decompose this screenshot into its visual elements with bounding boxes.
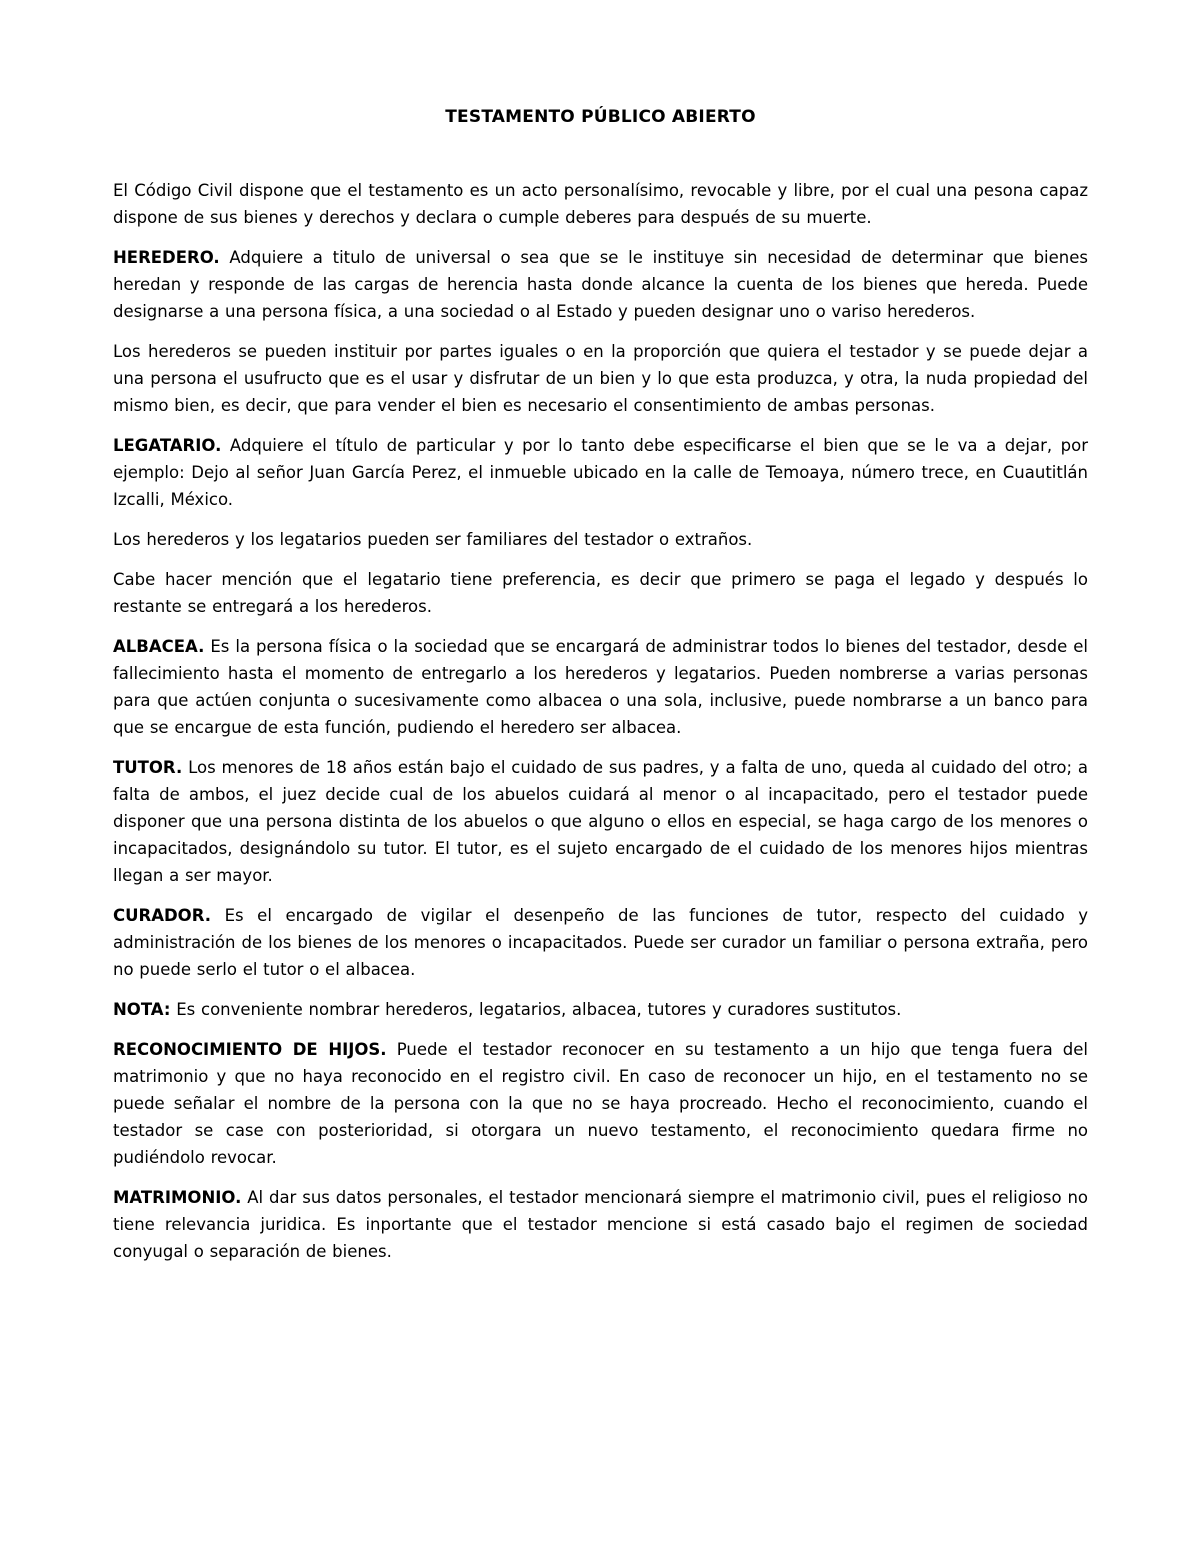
paragraph xyxy=(113,526,1088,553)
document-body xyxy=(113,177,1088,1265)
paragraph-label: ALBACEA. xyxy=(113,637,205,656)
paragraph xyxy=(113,244,1088,325)
paragraph xyxy=(113,902,1088,983)
paragraph xyxy=(113,177,1088,231)
paragraph-text: Es el encargado de vigilar el desenpeño de las funciones de tutor, respecto del cuidado y administración de los bienes de los menores o incapacitados. Puede ser curador un familiar o persona extraña, pero no puede serlo el tutor o el albacea. xyxy=(113,906,1088,979)
paragraph-text: Es la persona física o la sociedad que se encargará de administrar todos lo bienes del testador, desde el fallecimiento hasta el momento de entregarlo a los herederos y legatarios. Pueden nombrerse a varias personas para que actúen conjunta o sucesivamente como albacea o una sola, inclusive, puede nombrarse a un banco para que se encargue de esta función, pudiendo el heredero ser albacea. xyxy=(113,637,1088,737)
paragraph xyxy=(113,633,1088,741)
paragraph xyxy=(113,566,1088,620)
paragraph-text: Los herederos y los legatarios pueden ser familiares del testador o extraños. xyxy=(113,530,753,549)
page-title: TESTAMENTO PÚBLICO ABIERTO xyxy=(445,107,756,127)
paragraph-label: TUTOR. xyxy=(113,758,183,777)
paragraph-label: CURADOR. xyxy=(113,906,211,925)
paragraph xyxy=(113,1036,1088,1171)
paragraph-text: Cabe hacer mención que el legatario tiene preferencia, es decir que primero se paga el legado y después lo restante se entregará a los herederos. xyxy=(113,570,1088,616)
paragraph-label: HEREDERO. xyxy=(113,248,220,267)
paragraph-label: MATRIMONIO. xyxy=(113,1188,242,1207)
paragraph xyxy=(113,754,1088,889)
paragraph-text: El Código Civil dispone que el testamento es un acto personalísimo, revocable y libre, por el cual una pesona capaz dispone de sus bienes y derechos y declara o cumple deberes para después de su muerte. xyxy=(113,181,1088,227)
paragraph-label: NOTA: xyxy=(113,1000,171,1019)
paragraph xyxy=(113,338,1088,419)
paragraph-label: RECONOCIMIENTO DE HIJOS. xyxy=(113,1040,387,1059)
paragraph-text: Puede el testador reconocer en su testamento a un hijo que tenga fuera del matrimonio y que no haya reconocido en el registro civil. En caso de reconocer un hijo, en el testamento no se puede señalar el nombre de la persona con la que no se haya procreado. Hecho el reconocimiento, cuando el testador se case con posterioridad, si otorgara un nuevo testamento, el reconocimiento quedara firme no pudiéndolo revocar. xyxy=(113,1040,1089,1167)
paragraph xyxy=(113,432,1088,513)
paragraph xyxy=(113,996,1088,1023)
paragraph-text: Adquiere a titulo de universal o sea que se le instituye sin necesidad de determinar que bienes heredan y responde de las cargas de herencia hasta donde alcance la cuenta de los bienes que hereda. Puede designarse a una persona física, a una sociedad o al Estado y pueden designar uno o variso herederos. xyxy=(113,248,1088,321)
paragraph-text: Es conveniente nombrar herederos, legatarios, albacea, tutores y curadores sustitutos. xyxy=(170,1000,902,1019)
paragraph-text: Los herederos se pueden instituir por partes iguales o en la proporción que quiera el testador y se puede dejar a una persona el usufructo que es el usar y disfrutar de un bien y lo que esta produzca, y otra, la nuda propiedad del mismo bien, es decir, que para vender el bien es necesario el consentimiento de ambas personas. xyxy=(113,342,1088,415)
paragraph-text: Al dar sus datos personales, el testador mencionará siempre el matrimonio civil, pues el religioso no tiene relevancia juridica. Es inportante que el testador mencione si está casado bajo el regimen de sociedad conyugal o separación de bienes. xyxy=(113,1188,1088,1261)
paragraph-text: Los menores de 18 años están bajo el cuidado de sus padres, y a falta de uno, queda al cuidado del otro; a falta de ambos, el juez decide cual de los abuelos cuidará al menor o al incapacitado, pero el testador puede disponer que una persona distinta de los abuelos o que alguno o ellos en especial, se haga cargo de los menores o incapacitados, designándolo su tutor. El tutor, es el sujeto encargado de el cuidado de los menores hijos mientras llegan a ser mayor. xyxy=(113,758,1088,885)
paragraph-label: LEGATARIO. xyxy=(113,436,222,455)
paragraph-text: Adquiere el título de particular y por lo tanto debe especificarse el bien que se le va a dejar, por ejemplo: Dejo al señor Juan García Perez, el inmueble ubicado en la calle de Temoaya, número trece, en Cuautitlán Izcalli, México. xyxy=(113,436,1088,509)
paragraph xyxy=(113,1184,1088,1265)
